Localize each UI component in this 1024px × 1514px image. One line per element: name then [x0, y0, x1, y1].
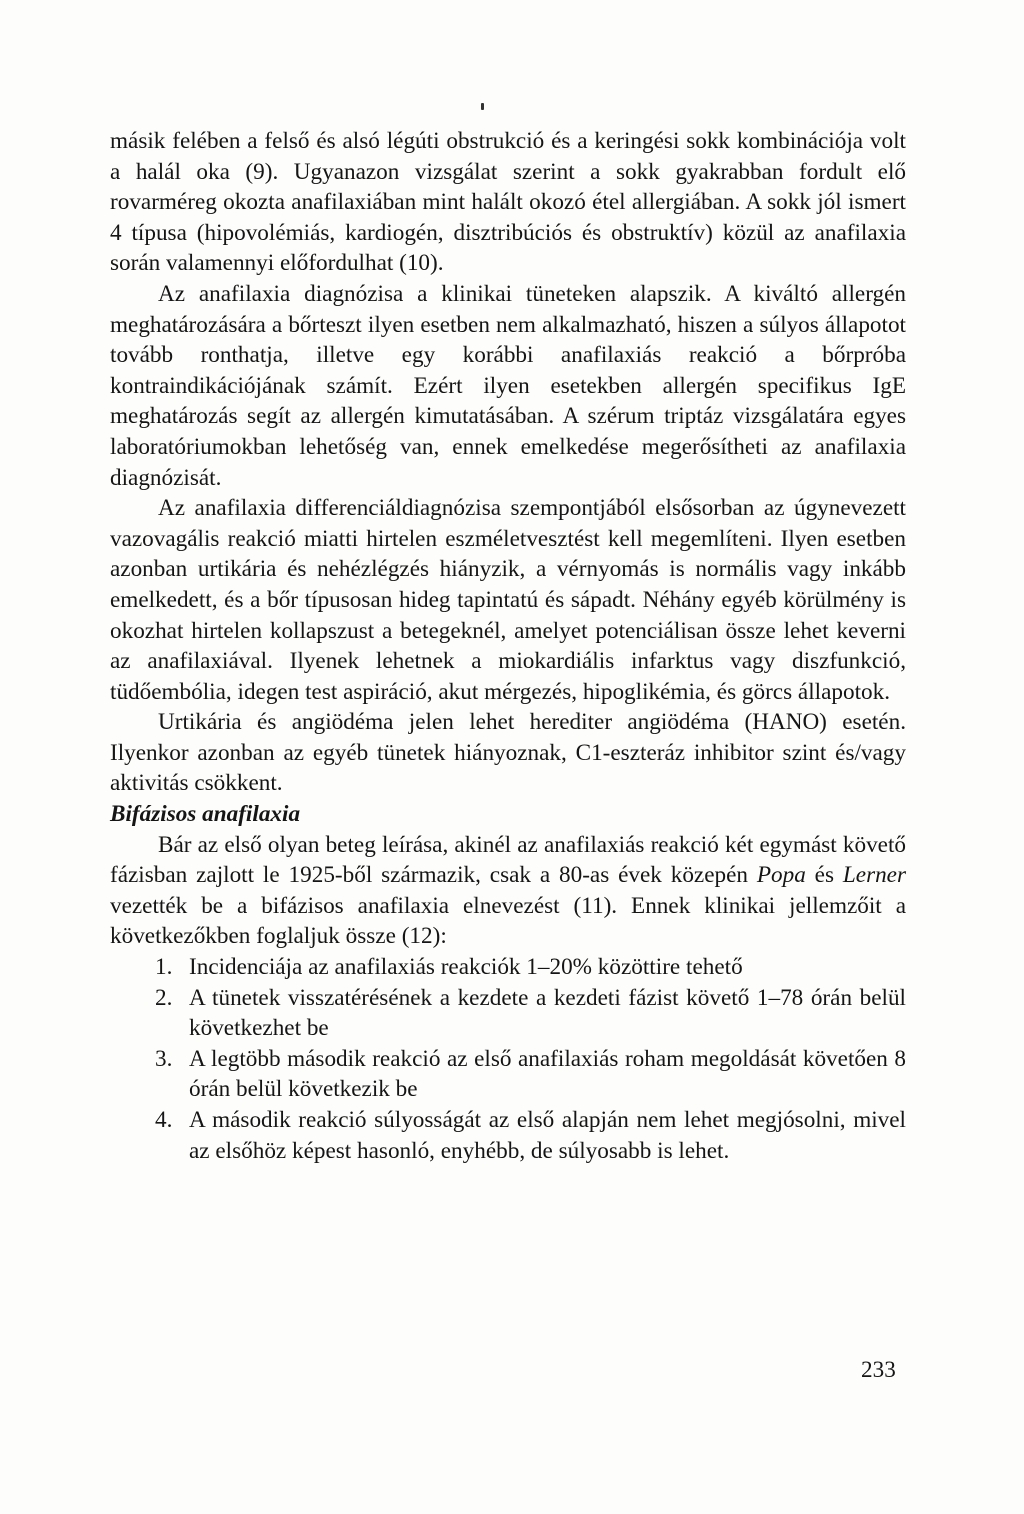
list-item-text: Incidenciája az anafilaxiás reakciók 1–20% közöttire tehető [189, 954, 743, 981]
paragraph-5 [110, 830, 906, 952]
paragraph-4: Urtikária és angiödéma jelen lehet herediter angiödéma (HANO) esetén. Ilyenkor azonban az egyéb tünetek hiányoznak, C1-eszteráz inhibitor szint és/vagy aktivitás csökkent. [110, 709, 906, 797]
list-item-number: 3. [155, 1045, 173, 1072]
paragraph-1: másik felében a felső és alsó légúti obstrukció és a keringési sokk kombinációja volt a halál oka (9). Ugyanazon vizsgálat szerint a sokk gyakrabban fordult elő rovarméreg okozta anafilaxiában mint halált okozó étel allergiában. A sokk jól ismert 4 típusa (hipovolémiás, kardiogén, disztribúciós és obstruktív) közül az anafilaxia során valamennyi előfordulhat (10). [110, 128, 906, 277]
list-item [110, 952, 906, 983]
page-number: 233 [861, 1357, 896, 1383]
print-speck [481, 103, 484, 110]
list-item-number: 4. [155, 1107, 173, 1133]
paragraph-5-text-a: Bár az első olyan beteg leírása, akinél az anafilaxiás reakció két egymást követő fázisban zajlott le 1925-ből származik, csak a 80-as évek közepén [110, 831, 906, 889]
numbered-list [110, 952, 906, 1166]
list-item [110, 1105, 906, 1166]
list-item-text: A második reakció súlyosságát az első alapján nem lehet megjósolni, mivel az elsőhöz képest hasonló, enyhébb, de súlyosabb is lehet. [189, 1107, 906, 1164]
list-item-number: 1. [155, 954, 173, 981]
section-heading: Bifázisos anafilaxia [110, 801, 301, 828]
paragraph-5-text-b: vezették be a bifázisos anafilaxia elnevezést (11). Ennek klinikai jellemzőit a következőkben foglaljuk össze (12): [110, 892, 906, 950]
paragraph-2: Az anafilaxia diagnózisa a klinikai tüneteken alapszik. A kiváltó allergén meghatározására a bőrteszt ilyen esetben nem alkalmazható, hiszen a súlyos állapotot tovább ronthatja, illetve egy korábbi anafilaxiás reakció a bőrpróba kontraindikációjának számít. Ezért ilyen esetekben allergén specifikus IgE meghatározás segít az allergén kimutatásában. A szérum triptáz vizsgálatára egyes laboratóriumokban lehetőség van, ennek emelkedése megerősítheti az anafilaxia diagnózisát. [110, 280, 906, 491]
paragraph-5-text-and: és [805, 862, 843, 889]
author-popa: Popa [756, 862, 806, 889]
list-item-text: A legtöbb második reakció az első anafilaxiás roham megoldását követően 8 órán belül következik be [189, 1045, 906, 1103]
author-lerner: Lerner [842, 862, 906, 889]
list-item-text: A tünetek visszatérésének a kezdete a kezdeti fázist követő 1–78 órán belül következhet be [189, 984, 906, 1042]
body-text [110, 126, 906, 1166]
list-item-number: 2. [155, 984, 173, 1011]
list-item [110, 983, 906, 1044]
paragraph-3: Az anafilaxia differenciáldiagnózisa szempontjából elsősorban az úgynevezett vazovagális reakció miatti hirtelen eszméletvesztést kell megemlíteni. Ilyen esetben azonban urtikária és nehézlégzés hiányzik, a vérnyomás is normális vagy inkább emelkedett, és a bőr típusosan hideg tapintatú és sápadt. Néhány egyéb körülmény is okozhat hirtelen kollapszust a betegeknél, amelyet potenciálisan össze lehet keverni az anafilaxiával. Ilyenek lehetnek a miokardiális infarktus vagy diszfunkció, tüdőembólia, idegen test aspiráció, akut mérgezés, hipoglikémia, és görcs állapotok. [110, 495, 906, 705]
list-item [110, 1044, 906, 1105]
